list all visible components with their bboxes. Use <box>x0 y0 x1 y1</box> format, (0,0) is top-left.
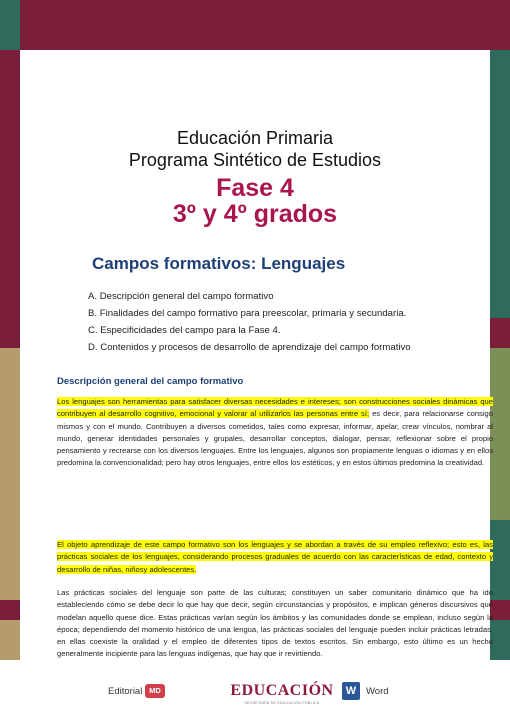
paragraph-2-highlight: El objeto aprendizaje de este campo formativo son los lenguajes y se abordan a través de su empleo reflexivo; esto es, las prácticas sociales de los lenguajes, considerando procesos graduales de acuerdo con las características de edad, contexto y desarrollo de niñas, niñosy adolescentes. <box>57 540 493 574</box>
bg-right-teal <box>490 50 510 320</box>
campos-title: Campos formativos: Lenguajes <box>92 254 346 273</box>
footer <box>20 650 490 706</box>
section-title: Descripción general del campo formativo <box>57 376 244 387</box>
paragraph-1 <box>57 396 493 470</box>
header-line-1: Educación Primaria <box>176 128 334 148</box>
editorial-label: Editorial <box>108 686 143 697</box>
word-icon: W <box>342 682 360 700</box>
document-page <box>20 50 493 705</box>
paragraph-3: Las prácticas sociales del lenguaje son parte de las culturas; constituyen un saber comunitario dinámico que ha ido estableciendo cómo se debe decir lo que hay que decir, según circunstancias y propósitos, e implican géneros discursivos que modelan aquello quese dice. Estas prácticas varían según los ámbitos y las comunidades donde se emplean, incluso según la época; dependiendo del momento histórico de una lengua, las prácticas sociales del lenguaje pueden incluir prácticas letradas, en ellas coexiste la oralidad y el empleo de diferentes tipos de textos escritos. Sin embargo, esto último es un hecho generalmente incipiente para las lenguas indígenas, que hay que ir revirtiendo. <box>57 588 493 659</box>
table-of-contents <box>88 288 468 356</box>
toc-item-d: D. Contenidos y procesos de desarrollo de aprendizaje del campo formativo <box>88 342 411 353</box>
bg-left-tan-1 <box>0 320 20 520</box>
bg-right-teal-2 <box>490 520 510 660</box>
bg-top-maroon <box>20 0 510 50</box>
paragraph-1-highlight: Los lenguajes son herramientas para satisfacer diversas necesidades e intereses; son construcciones sociales dinámicas que contribuyen al desarrollo cognitivo, emocional y valorar al utilizarlos las personas entre sí; <box>57 397 493 419</box>
paragraph-1-rest: es decir, para relacionarse consigo mismos y con el mundo. Contribuyen a diversos cometidos, tales como expresar, informar, apelar, crear vínculos, nombrar al mundo, generar identidades personales y grupales, desarrollar conceptos, dialogar, pensar, reflexionar sobre el propio pensamiento y recrearse con los diversos lenguajes. Entre los lenguajes, algunos son propiamente lenguas o idiomas y en ellos predomina la convencionalidad; pero hay otros lenguajes, entre ellos los estéticos, y en estos últimos predomina la creatividad. <box>57 409 493 468</box>
header-line-2: Programa Sintético de Estudios <box>128 150 382 170</box>
bg-left-tan-2 <box>0 520 20 660</box>
paragraph-2 <box>57 539 493 576</box>
educacion-word: EDUCACIÓN <box>230 682 334 699</box>
word-label: Word <box>366 686 389 697</box>
toc-item-c: C. Especificidades del campo para la Fase 4. <box>88 325 281 336</box>
bg-right-olive <box>490 320 510 520</box>
toc-item-a: A. Descripción general del campo formativo <box>88 291 274 302</box>
educacion-subtitle: SECRETARÍA DE EDUCACIÓN PÚBLICA <box>244 701 320 705</box>
toc-item-b: B. Finalidades del campo formativo para preescolar, primaria y secundaria. <box>88 308 407 319</box>
bg-left-maroon <box>0 50 20 320</box>
fase-title: Fase 4 <box>216 174 294 202</box>
educacion-logo <box>228 682 336 705</box>
grados-title: 3º y 4º grados <box>172 200 338 228</box>
bg-top-teal-left <box>0 0 20 50</box>
md-logo-icon: MD <box>145 684 165 698</box>
